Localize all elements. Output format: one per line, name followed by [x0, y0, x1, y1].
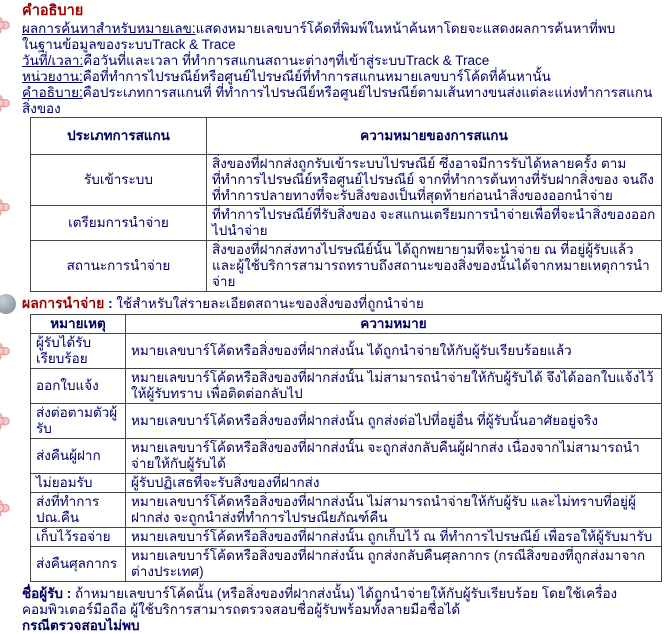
flower-deco-icon [0, 410, 12, 436]
table-header-row [31, 315, 662, 334]
scan-type-cell: เตรียมการนำจ่าย [31, 206, 207, 241]
meaning-cell: หมายเลขบาร์โค้ดหรือสิ่งของที่ฝากส่งนั้น ถูกเก็บไว้ ณ ที่ทำการไปรษณีย์ เพื่อรอให้ผู้รับมารับ [126, 528, 662, 547]
scan-type-cell: รับเข้าระบบ [31, 155, 207, 206]
intro-text: คือที่ทำการไปรษณีย์หรือศูนย์ไปรษณีย์ที่ทำการสแกนหมายเลขบาร์โค้ดที่ค้นหานั้น [82, 69, 551, 84]
intro-line [22, 69, 663, 85]
remark-cell: ส่งที่ทำการ ปณ.คืน [31, 493, 126, 528]
remark-cell: ส่งคืนศุลกากร [31, 547, 126, 582]
table-row [31, 474, 662, 493]
intro-text: ในฐานข้อมูลของระบบTrack & Trace [22, 37, 236, 52]
table-row [31, 404, 662, 439]
intro-line [22, 85, 663, 117]
meaning-cell: หมายเลขบาร์โค้ดหรือสิ่งของที่ฝากส่งนั้น จะถูกส่งกลับคืนผู้ฝากส่ง เนื่องจากไม่สามารถนำจ่ายให้กับผู้รับได้ [126, 439, 662, 474]
page-title: คำอธิบาย [22, 3, 84, 19]
table-row [31, 334, 662, 369]
remark-cell: เก็บไว้รอจ่าย [31, 528, 126, 547]
meaning-cell: หมายเลขบาร์โค้ดหรือสิ่งของที่ฝากส่งนั้น ถูกส่งกลับคืนศุลกากร (กรณีสิ่งของที่ถูกส่งมาจากต่างประเทศ) [126, 547, 662, 582]
intro-line [22, 37, 663, 53]
not-found-heading: กรณีตรวจสอบไม่พบ [22, 618, 140, 633]
table-row [31, 241, 662, 292]
meaning-cell: ผู้รับปฏิเสธที่จะรับสิ่งของที่ฝากส่ง [126, 474, 662, 493]
meaning-cell: หมายเลขบาร์โค้ดหรือสิ่งของที่ฝากส่งนั้น ได้ถูกนำจ่ายให้กับผู้รับเรียบร้อยแล้ว [126, 334, 662, 369]
intro-term: ผลการค้นหาสำหรับหมายเลข: [22, 21, 196, 36]
intro-section [22, 21, 663, 117]
meaning-header: ความหมาย [126, 315, 662, 334]
flower-deco-icon [0, 497, 12, 523]
receiver-name-label: ชื่อผู้รับ : [22, 586, 75, 601]
intro-line [22, 53, 663, 69]
scan-desc-cell: สิ่งของที่ฝากส่งทางไปรษณีย์นั้น ได้ถูกพยายามที่จะนำจ่าย ณ ที่อยู่ผู้รับแล้ว และผู้ใช้บริการสามารถทราบถึงสถานะของสิ่งของนั้นได้จากหมายเหตุการนำจ่าย [207, 241, 662, 292]
table-row [31, 155, 662, 206]
meaning-cell: หมายเลขบาร์โค้ดหรือสิ่งของที่ฝากส่งนั้น ไม่สามารถนำจ่ายให้กับผู้รับ และไม่ทราบที่อยู่ผู้ฝากส่ง จะถูกนำส่งที่ทำการไปรษณียภัณฑ์คืน [126, 493, 662, 528]
remark-cell: ผู้รับได้รับเรียบร้อย [31, 334, 126, 369]
delivery-result-separator: : [104, 296, 117, 311]
remark-cell: ไม่ยอมรับ [31, 474, 126, 493]
receiver-name-line [22, 586, 662, 618]
intro-term: คำอธิบาย: [22, 85, 83, 100]
scan-type-header: ประเภทการสแกน [31, 118, 207, 155]
table-row [31, 206, 662, 241]
scan-type-table [30, 117, 662, 292]
meaning-cell: หมายเลขบาร์โค้ดหรือสิ่งของที่ฝากส่งนั้น ถูกส่งต่อไปที่อยู่อื่น ที่ผู้รับนั้นอาศัยอยู่จริง [126, 404, 662, 439]
delivery-result-text: ใช้สำหรับใส่รายละเอียดสถานะของสิ่งของที่ถูกนำจ่าย [116, 296, 424, 311]
intro-text: คือวันที่และเวลา ที่ทำการสแกนสถานะต่างๆที่เข้าสู่ระบบTrack & Trace [83, 53, 490, 68]
intro-text: คือประเภทการสแกนที่ ที่ทำการไปรษณีย์หรือศูนย์ไปรษณีย์ตามเส้นทางขนส่งแต่ละแห่งทำการสแกนสิ่งของ [22, 85, 653, 116]
flower-deco-icon [0, 340, 12, 366]
table-row [31, 528, 662, 547]
remark-header: หมายเหตุ [31, 315, 126, 334]
scan-type-cell: สถานะการนำจ่าย [31, 241, 207, 292]
table-row [31, 493, 662, 528]
intro-text: แสดงหมายเลขบาร์โค้ดที่พิมพ์ในหน้าค้นหาโดยจะแสดงผลการค้นหาที่พบ [195, 21, 616, 36]
delivery-result-line [22, 295, 663, 312]
table-row [31, 547, 662, 582]
receiver-name-text: ถ้าหมายเลขบาร์โค้ดนั้น (หรือสิ่งของที่ฝากส่งนั้น) ได้ถูกนำจ่ายให้กับผู้รับเรียบร้อย โดยใช้เครื่องคอมพิวเตอร์มือถือ ผู้ใช้บริการสามารถตรวจสอบชื่อผู้รับพร้อมทั้งลายมือชื่อได้ [22, 586, 618, 617]
flower-deco-icon [0, 92, 12, 118]
intro-line [22, 21, 663, 37]
flower-deco-icon [0, 196, 12, 222]
scan-desc-cell: สิ่งของที่ฝากส่งถูกรับเข้าระบบไปรษณีย์ ซึ่งอาจมีการรับได้หลายครั้ง ตามที่ทำการไปรษณีย์หรือศูนย์ไปรษณีย์ จากที่ทำการต้นทางที่รับฝากสิ่งของ จนถึงที่ทำการปลายทางที่จะรับสิ่งของเป็นที่สุดท้ายก่อนนำสิ่งของออกนำจ่าย [207, 155, 662, 206]
flower-deco-icon [0, 14, 12, 40]
intro-term: วันที่/เวลา: [22, 53, 84, 68]
remark-cell: ส่งคืนผู้ฝาก [31, 439, 126, 474]
meaning-cell: หมายเลขบาร์โค้ดหรือสิ่งของที่ฝากส่งนั้น ไม่สามารถนำจ่ายให้กับผู้รับได้ จึงได้ออกใบแจ้งไว้ให้ผู้รับทราบ เพื่อติดต่อกลับไป [126, 369, 662, 404]
scan-meaning-header: ความหมายของการสแกน [207, 118, 662, 155]
scan-desc-cell: ที่ทำการไปรษณีย์ที่รับสิ่งของ จะสแกนเตรียมการนำจ่ายเพื่อที่จะนำสิ่งของออกไปนำจ่าย [207, 206, 662, 241]
delivery-result-label: ผลการนำจ่าย [22, 295, 105, 311]
table-row [31, 439, 662, 474]
intro-term: หน่วยงาน: [22, 69, 83, 84]
remark-cell: ออกใบแจ้ง [31, 369, 126, 404]
footer-section [22, 586, 662, 634]
remark-table [30, 314, 662, 582]
remark-cell: ส่งต่อตามตัวผู้รับ [31, 404, 126, 439]
table-row [31, 369, 662, 404]
table-header-row [31, 118, 662, 155]
